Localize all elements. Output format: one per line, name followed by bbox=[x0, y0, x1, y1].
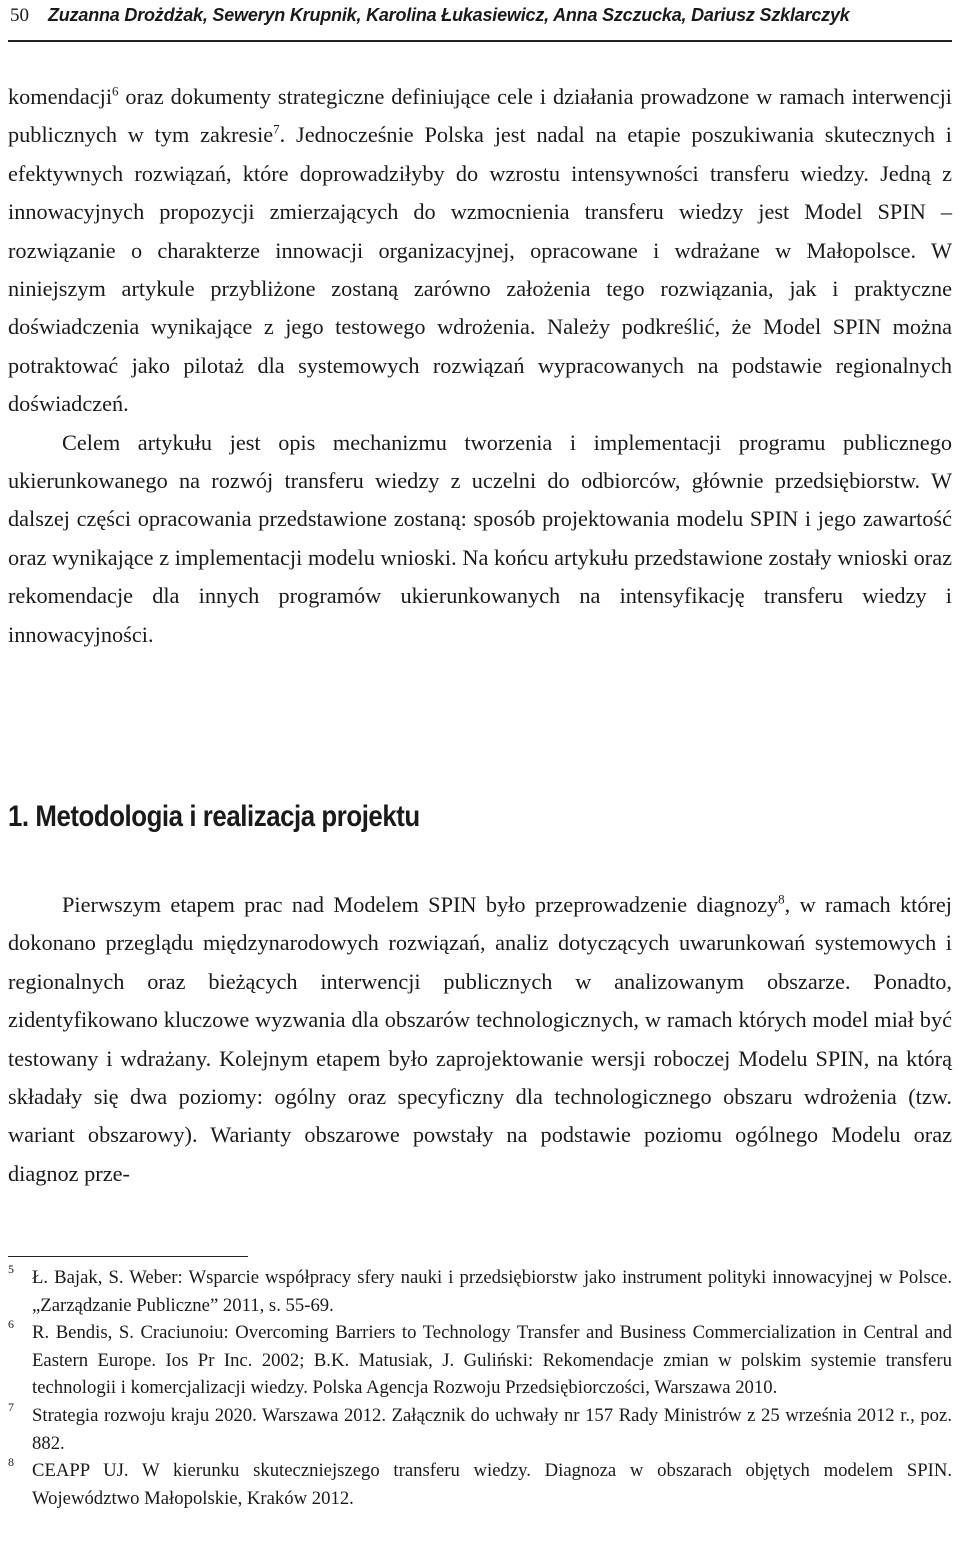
text-run: Pierwszym etapem prac nad Modelem SPIN było przeprowadzenie diagnozy bbox=[62, 892, 779, 917]
footnote-ref-8[interactable]: 8 bbox=[778, 891, 785, 907]
footnote-number: 5 bbox=[8, 1262, 14, 1276]
page-number: 50 bbox=[10, 5, 29, 26]
footnote-number: 6 bbox=[8, 1317, 14, 1332]
running-header bbox=[8, 0, 952, 42]
text-run: komendacji bbox=[8, 84, 113, 109]
footnote-divider bbox=[8, 1256, 248, 1257]
text-run: . Jednocześnie Polska jest nadal na etapie poszukiwania skutecznych i efektywnych rozwiązań, które doprowadziłyby do wzrostu intensywności transferu wiedzy. Jedną z innowacyjnych propozycji zmierzających do wzmocnienia transferu wiedzy jest Model SPIN – rozwiązanie o charakterze innowacji organizacyjnej, opracowane i wdrażane w Małopolsce. W niniejszym artykule przybliżone zostaną zarówno założenia tego rozwiązania, jak i praktyczne doświadczenia wynikające z jego testowego wdrożenia. Należy podkreślić, że Model SPIN można potraktować jako pilotaż dla systemowych rozwiązań wypracowanych na podstawie regionalnych doświadczeń. bbox=[8, 122, 952, 417]
footnote-ref-7[interactable]: 7 bbox=[273, 121, 280, 137]
footnote-5 bbox=[8, 1264, 952, 1319]
intro-paragraph-1 bbox=[8, 78, 952, 424]
text-run: , w ramach której dokonano przeglądu międzynarodowych rozwiązań, analiz dotyczących uwarunkowań systemowych i regionalnych oraz bieżących interwencji publicznych w analizowanym obszarze. Ponadto, zidentyfikowano kluczowe wyzwania dla obszarów technologicznych, w ramach których model miał być testowany i wdrażany. Kolejnym etapem było zaprojektowanie wersji roboczej Modelu SPIN, na którą składały się dwa poziomy: ogólny oraz specyficzny dla technologicznego obszaru wdrożenia (tzw. wariant obszarowy). Warianty obszarowe powstały na podstawie poziomu ogólnego Modelu oraz diagnoz prze- bbox=[8, 892, 952, 1186]
footnote-text: Ł. Bajak, S. Weber: Wsparcie współpracy sfery nauki i przedsiębiorstw jako instrument polityki innowacyjnej w Polsce. „Zarządzanie Publiczne” 2011, s. 55-69. bbox=[32, 1267, 952, 1316]
intro-paragraph-2: Celem artykułu jest opis mechanizmu tworzenia i implementacji programu publicznego ukierunkowanego na rozwój transferu wiedzy z uczelni do odbiorców, głównie przedsiębiorstw. W dalszej części opracowania przedstawione zostaną: sposób projektowania modelu SPIN i jego zawartość oraz wynikające z implementacji modelu wnioski. Na końcu artykułu przedstawione zostały wnioski oraz rekomendacje dla innych programów ukierunkowanych na intensyfikację transferu wiedzy i innowacyjności. bbox=[8, 429, 952, 647]
footnotes bbox=[8, 1264, 952, 1512]
section-heading: 1. Metodologia i realizacja projektu bbox=[8, 800, 420, 833]
section-paragraph-1 bbox=[8, 886, 952, 1193]
footnote-text: CEAPP UJ. W kierunku skuteczniejszego transferu wiedzy. Diagnoza w obszarach objętych modelem SPIN. Województwo Małopolskie, Kraków 2012. bbox=[32, 1460, 952, 1509]
running-head-authors: Zuzanna Drożdżak, Seweryn Krupnik, Karolina Łukasiewicz, Anna Szczucka, Dariusz Szklarczyk bbox=[48, 5, 850, 25]
footnote-7 bbox=[8, 1399, 952, 1457]
footnote-text: Strategia rozwoju kraju 2020. Warszawa 2012. Załącznik do uchwały nr 157 Rady Ministrów z 25 września 2012 r., poz. 882. bbox=[32, 1404, 952, 1454]
text-run: oraz dokumenty strategiczne definiujące cele i działania prowadzone w ramach interwencji publicznych w tym zakresie bbox=[8, 84, 952, 148]
footnote-text: R. Bendis, S. Craciunoiu: Overcoming Barriers to Technology Transfer and Business Commercialization in Central and Eastern Europe. Ios Pr Inc. 2002; B.K. Matusiak, J. Guliński: Rekomendacje zmian w polskim systemie transferu technologii i komercjalizacji wiedzy. Polska Agencja Rozwoju Przedsiębiorczości, Warszawa 2010. bbox=[32, 1322, 952, 1399]
footnote-number: 7 bbox=[8, 1399, 14, 1414]
footnote-8 bbox=[8, 1457, 952, 1512]
intro-text bbox=[8, 78, 952, 654]
footnote-ref-6[interactable]: 6 bbox=[112, 83, 119, 99]
footnote-number: 8 bbox=[8, 1455, 14, 1470]
footnote-6 bbox=[8, 1319, 952, 1402]
section-text bbox=[8, 886, 952, 1193]
